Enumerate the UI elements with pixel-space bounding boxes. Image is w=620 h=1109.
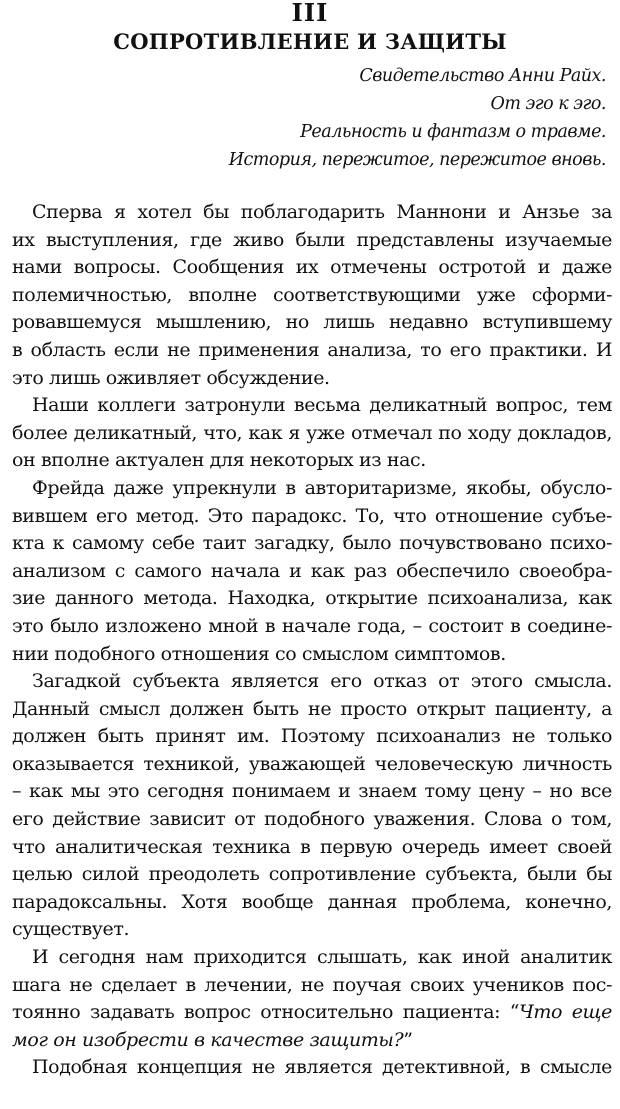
- text-line: в область если не применения анализа, то его практики. И: [12, 338, 612, 361]
- text-line: [12, 1027, 612, 1055]
- text-line: Загадкой субъекта является его отказ от этого смысла.: [32, 670, 612, 693]
- chapter-title: СОПРОТИВЛЕНИЕ И ЗАЩИТЫ: [113, 29, 507, 54]
- italic-quote: Что еще: [519, 1001, 612, 1024]
- text-line: вившем его метод. Это парадокс. То, что отношение субъе-: [12, 504, 612, 527]
- text-line: оказывается техникой, уважающей человеческую личность: [12, 752, 612, 775]
- text-line: Сперва я хотел бы поблагодарить Маннони и Анзье за: [32, 201, 612, 223]
- text-line: должен быть принят им. Поэтому психоанализ не только: [12, 725, 612, 748]
- epigraph-line: История, пережитое, пережитое вновь.: [228, 150, 606, 170]
- text-segment: тоянно задавать вопрос относительно пациента: “: [12, 1001, 520, 1024]
- text-line: его действие зависит от подобного уважения. Слова о том,: [12, 808, 612, 831]
- text-line: их выступления, где живо были представлены изучаемые: [12, 228, 612, 251]
- text-line: Данный смысл должен быть не просто открыт пациенту, а: [12, 697, 612, 720]
- epigraph-line: От эго к эго.: [490, 94, 606, 114]
- chapter-number: III: [291, 0, 329, 27]
- text-line: Подобная концепция не является детективной, в смысле: [32, 1056, 612, 1079]
- text-line: кта к самому себе таит загадку, было почувствовано психо-: [12, 532, 612, 555]
- text-line: Наши коллеги затронули весьма деликатный вопрос, тем: [32, 394, 612, 417]
- text-line: шага не сделает в лечении, не поучая своих учеников пос-: [12, 973, 612, 996]
- text-line: это было изложено мной в начале года, – состоит в соедине-: [12, 614, 612, 637]
- text-line: И сегодня нам приходится слышать, как иной аналитик: [32, 946, 612, 969]
- text-line: Фрейда даже упрекнули в авторитаризме, якобы, обусло-: [32, 476, 612, 499]
- text-line: ровавшемуся мышлению, но лишь недавно вступившему: [12, 311, 612, 334]
- text-line: нии подобного отношения со смыслом симптомов.: [12, 642, 506, 665]
- epigraph-line: Свидетельство Анни Райх.: [359, 66, 606, 86]
- text-line: более деликатный, что, как я уже отмечал по ходу докладов,: [12, 421, 612, 444]
- epigraph-line: Реальность и фантазм о травме.: [300, 122, 606, 142]
- text-line: парадоксальны. Хотя вообще данная проблема, конечно,: [12, 890, 612, 913]
- text-line: зие данного метода. Находка, открытие психоанализа, как: [12, 587, 612, 610]
- text-line: что аналитическая техника в первую очередь имеет своей: [12, 835, 612, 858]
- text-line: целью силой преодолеть сопротивление субъекта, были бы: [12, 863, 612, 886]
- text-line: анализом с самого начала и как раз обеспечило своеобра-: [12, 559, 612, 582]
- body-text: [12, 199, 612, 1082]
- epigraph: [46, 62, 606, 174]
- text-line: он вполне актуален для некоторых из нас.: [12, 449, 426, 472]
- closing-quote: ”: [403, 1028, 413, 1051]
- text-line: это лишь оживляет обсуждение.: [12, 366, 330, 389]
- text-line: – как мы это сегодня понимаем и знаем тому цену – но все: [12, 780, 612, 803]
- text-line: нами вопросы. Сообщения их отмечены остротой и даже: [12, 256, 612, 279]
- text-line: [12, 999, 612, 1027]
- text-line: существует.: [12, 918, 130, 941]
- italic-quote: мог он изобрести в качестве защиты?: [12, 1028, 404, 1051]
- text-line: полемичностью, вполне соответствующими уже сформи-: [12, 283, 612, 306]
